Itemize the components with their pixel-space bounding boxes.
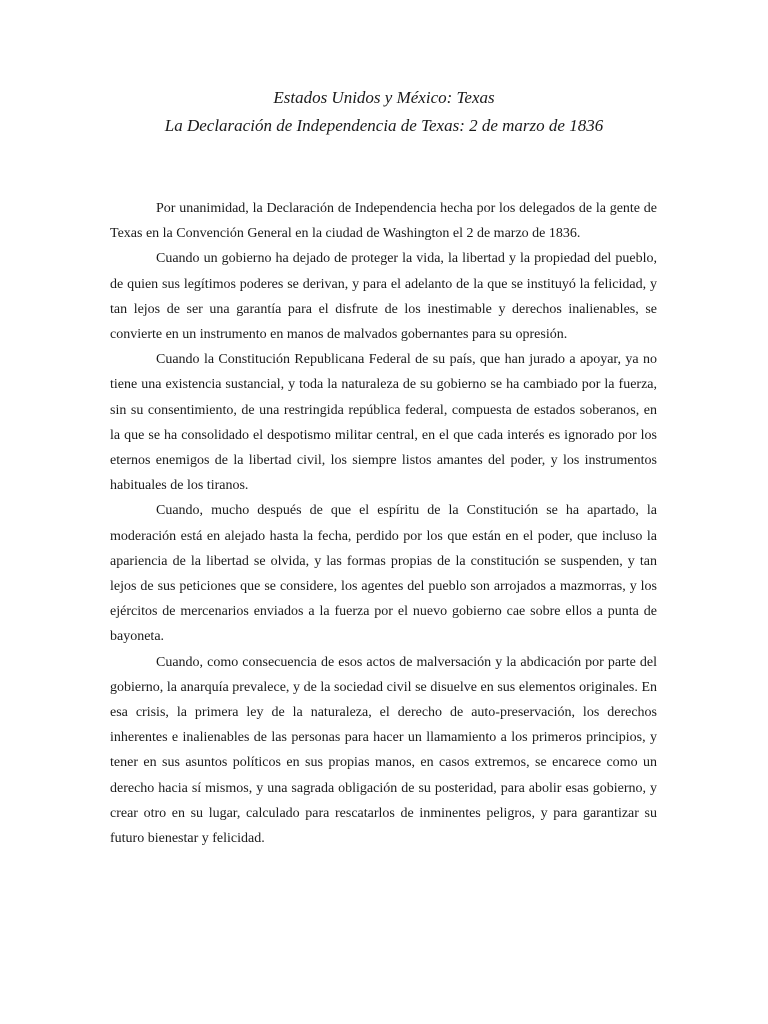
document-body xyxy=(110,196,657,851)
paragraph-3: Cuando la Constitución Republicana Federal de su país, que han jurado a apoyar, ya no tiene una existencia sustancial, y toda la naturaleza de su gobierno se ha cambiado por la fuerza, sin su consentimiento, de una restringida república federal, compuesta de estados soberanos, en la que se ha consolidado el despotismo militar central, en el que cada interés es ignorado por los eternos enemigos de la libertad civil, los siempre listos amantes del poder, y los instrumentos habituales de los tiranos. xyxy=(110,352,657,494)
paragraph-4: Cuando, mucho después de que el espíritu de la Constitución se ha apartado, la moderación está en alejado hasta la fecha, perdido por los que están en el poder, que incluso la apariencia de la libertad se olvida, y las formas propias de la constitución se suspenden, y tan lejos de sus peticiones que se considere, los agentes del pueblo son arrojados a mazmorras, y los ejércitos de mercenarios enviados a la fuerza por el nuevo gobierno cae sobre ellos a punta de bayoneta. xyxy=(110,503,657,645)
paragraph-5: Cuando, como consecuencia de esos actos de malversación y la abdicación por parte del gobierno, la anarquía prevalece, y de la sociedad civil se disuelve en sus elementos originales. En esa crisis, la primera ley de la naturaleza, el derecho de auto-preservación, los derechos inherentes e inalienables de las personas para hacer un llamamiento a los primeros principios, y tener en sus asuntos políticos en sus propias manos, en casos extremos, se encarece como un derecho hacia sí mismos, y una sagrada obligación de su posteridad, para abolir esas gobierno, y crear otro en su lugar, calculado para rescatarlos de inminentes peligros, y para garantizar su futuro bienestar y felicidad. xyxy=(110,654,657,847)
header-title: Estados Unidos y México: Texas xyxy=(273,88,495,107)
paragraph-1: Por unanimidad, la Declaración de Independencia hecha por los delegados de la gente de Texas en la Convención General en la ciudad de Washington el 2 de marzo de 1836. xyxy=(110,201,657,242)
document-header xyxy=(0,84,768,140)
header-subtitle: La Declaración de Independencia de Texas: 2 de marzo de 1836 xyxy=(164,116,604,135)
paragraph-2: Cuando un gobierno ha dejado de proteger la vida, la libertad y la propiedad del pueblo, de quien sus legítimos poderes se derivan, y para el adelanto de la que se instituyó la felicidad, y tan lejos de ser una garantía para el disfrute de los inestimable y derechos inalienables, se convierte en un instrumento en manos de malvados gobernantes para su opresión. xyxy=(110,251,657,343)
